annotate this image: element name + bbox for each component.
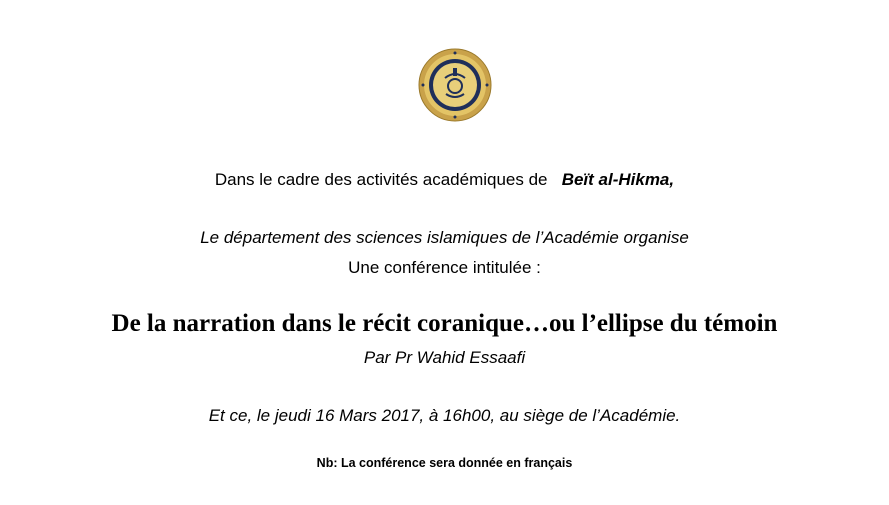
speaker-line: Par Pr Wahid Essaafi [363,348,526,367]
intro-line [0,170,889,190]
seal-emblem [418,48,492,122]
intro-emphasis: Beït al-Hikma, [561,170,675,189]
department-line: Le département des sciences islamiques de l’Académie organise [200,228,689,247]
conference-title: De la narration dans le récit coranique…ou l’ellipse du témoin [111,310,778,337]
academy-logo [418,48,492,122]
intro-prefix: Dans le cadre des activités académiques de [214,170,548,189]
date-location-line: Et ce, le jeudi 16 Mars 2017, à 16h00, au siège de l’Académie. [208,406,681,425]
conference-intro: Une conférence intitulée : [348,258,541,277]
language-note: Nb: La conférence sera donnée en français [316,456,573,470]
